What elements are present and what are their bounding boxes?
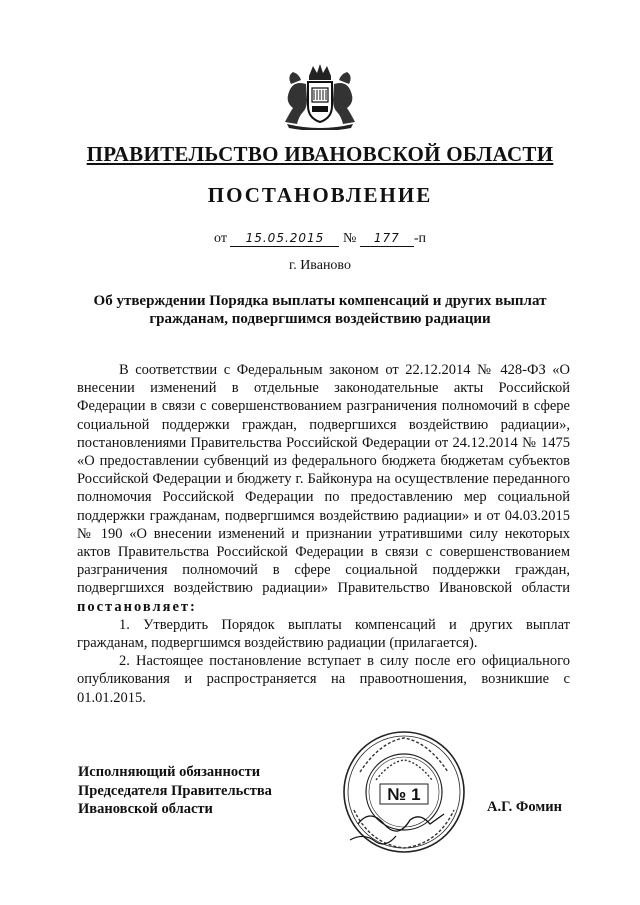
position-line-3: Ивановской области [78,801,213,817]
position-line-1: Исполняющий обязанности [78,764,261,780]
handwritten-date: 15.05.2015 [230,231,339,247]
handwritten-number: 177 [360,231,414,247]
coat-of-arms-icon [279,62,361,130]
preamble-paragraph [77,361,570,616]
date-prefix: от [214,231,227,246]
signatory-name: А.Г. Фомин [487,799,562,815]
city-line: г. Иваново [289,258,351,273]
document-subject: Об утверждении Порядка выплаты компенсаций и других выплат гражданам, подвергшимся воздействию радиации [93,293,547,327]
stamp-number: № 1 [387,785,421,804]
preamble-text: В соответствии с Федеральным законом от 22.12.2014 № 428-ФЗ «О внесении изменений в отдельные законодательные акты Российской Федерации в связи с совершенствованием разграничения полномочий в сфере социальной поддержки граждан, подвергшихся воздействию радиации», постановлениями Правительства Российской Федерации от 24.12.2014 № 1475 «О предоставлении субвенций из федерального бюджета бюджетам субъектов Российской Федерации и бюджету г. Байконура на осуществление переданного полномочия Российской Федерации по предоставлению мер социальной поддержки гражданам, подвергшимся воздействию радиации» и от 04.03.2015 № 190 «О внесении изменений и признании утратившими силу некоторых актов Правительства Российской Федерации в связи с совершенствованием разграничения полномочий в сфере социальной поддержки граждан, подвергшихся воздействию радиации» Правительство Ивановской области [77,362,570,597]
position-line-2: Председателя Правительства [78,782,272,799]
decree-word: постановляет: [77,598,197,615]
official-stamp [340,728,468,856]
item-2-paragraph: 2. Настоящее постановление вступает в силу после его официального опубликования и распространяется на правоотношения, возникшие с 01.01.2015. [77,653,570,706]
item-1-paragraph: 1. Утвердить Порядок выплаты компенсаций и других выплат гражданам, подвергшимся воздействию радиации (прилагается). [77,616,570,652]
number-prefix: № [342,231,357,246]
date-number-line [0,231,640,247]
document-type-title: ПОСТАНОВЛЕНИЕ [207,183,433,207]
organization-title: ПРАВИТЕЛЬСТВО ИВАНОВСКОЙ ОБЛАСТИ [86,142,554,166]
handwritten-signature [358,814,444,831]
number-suffix: -п [413,231,426,246]
document-body [77,361,570,707]
signatory-position [78,763,272,819]
